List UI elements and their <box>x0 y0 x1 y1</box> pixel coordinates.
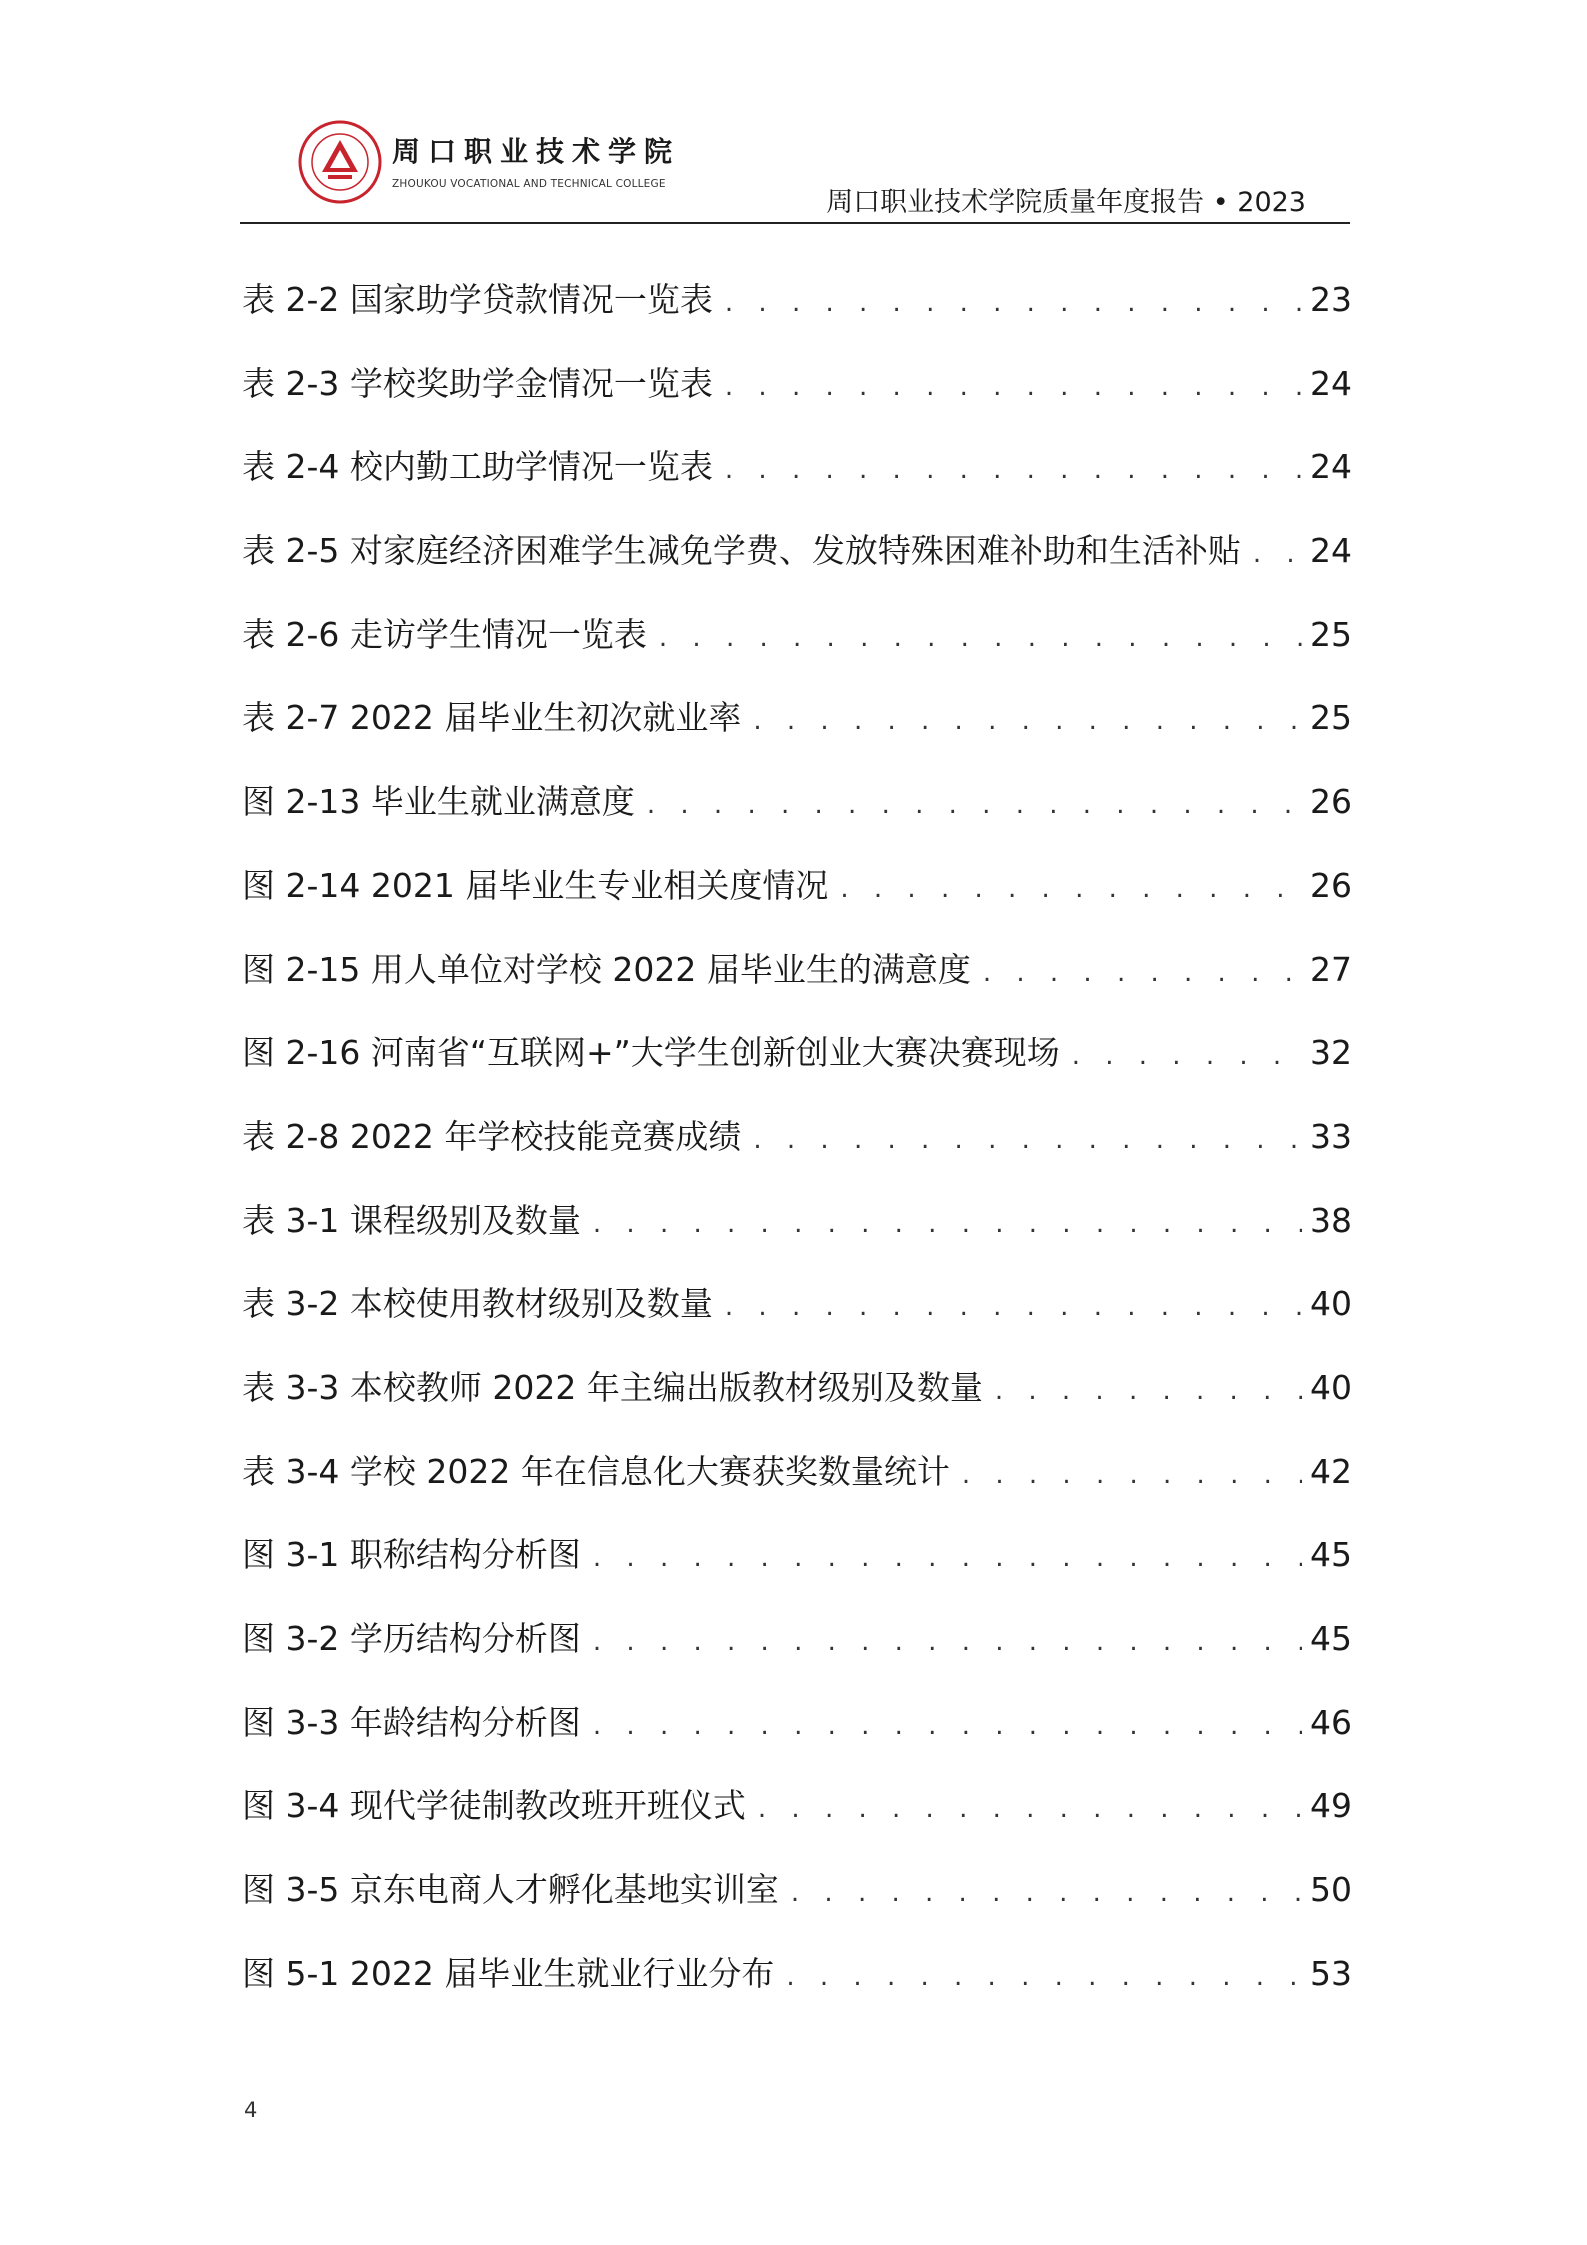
toc-dot-leader <box>725 262 1302 346</box>
toc-entry[interactable] <box>242 1011 1352 1095</box>
toc-dot-leader <box>983 932 1302 1016</box>
toc-entry-page: 45 <box>1310 1619 1352 1658</box>
toc-entry-label: 图 3-4 现代学徒制教改班开班仪式 <box>242 1786 746 1826</box>
toc-entry-label: 图 5-1 2022 届毕业生就业行业分布 <box>242 1953 775 1993</box>
toc-entry-page: 38 <box>1310 1200 1352 1240</box>
toc-entry-page: 25 <box>1310 698 1352 738</box>
toc-dot-leader <box>725 429 1302 513</box>
toc-entry[interactable] <box>242 676 1352 760</box>
toc-dot-leader <box>593 1183 1302 1267</box>
toc-entry-page: 42 <box>1310 1451 1352 1491</box>
toc-entry[interactable] <box>242 1513 1352 1597</box>
toc-dot-leader <box>1253 513 1302 597</box>
toc-entry[interactable] <box>242 342 1352 426</box>
page-number: 4 <box>244 2098 258 2122</box>
school-name-en: ZHOUKOU VOCATIONAL AND TECHNICAL COLLEGE <box>392 178 666 190</box>
toc-entry-label: 图 3-3 年龄结构分析图 <box>242 1702 581 1742</box>
toc-entry-label: 表 3-1 课程级别及数量 <box>242 1200 581 1240</box>
page-header <box>240 112 1350 224</box>
toc-entry[interactable] <box>242 844 1352 928</box>
report-title: 周口职业技术学院质量年度报告 • 2023 <box>826 187 1306 218</box>
toc-entry-page: 53 <box>1310 1953 1352 1993</box>
school-emblem-icon <box>298 120 382 204</box>
toc-entry-page: 40 <box>1310 1284 1352 1324</box>
toc-dot-leader <box>593 1601 1302 1685</box>
toc-dot-leader <box>791 1852 1302 1936</box>
toc-entry[interactable] <box>242 1430 1352 1514</box>
toc-entry-label: 表 2-8 2022 年学校技能竞赛成绩 <box>242 1116 742 1156</box>
toc-entry-page: 46 <box>1310 1702 1352 1742</box>
toc-entry-label: 表 2-3 学校奖助学金情况一览表 <box>242 363 713 403</box>
toc-entry-label: 表 2-6 走访学生情况一览表 <box>242 614 647 654</box>
toc-dot-leader <box>962 1434 1302 1518</box>
toc-entry[interactable] <box>242 1681 1352 1765</box>
toc-entry-label: 表 3-4 学校 2022 年在信息化大赛获奖数量统计 <box>242 1451 950 1491</box>
toc-entry[interactable] <box>242 509 1352 593</box>
toc-entry-page: 32 <box>1310 1033 1352 1073</box>
toc-entry[interactable] <box>242 593 1352 677</box>
toc-entry[interactable] <box>242 1095 1352 1179</box>
toc-dot-leader <box>758 1768 1302 1852</box>
toc-entry[interactable] <box>242 1262 1352 1346</box>
toc-dot-leader <box>593 1685 1302 1769</box>
toc-dot-leader <box>786 1936 1302 2020</box>
toc-entry-page: 24 <box>1310 531 1352 571</box>
toc-dot-leader <box>753 1099 1302 1183</box>
toc-entry-page: 40 <box>1310 1367 1352 1407</box>
toc-entry-label: 表 2-5 对家庭经济困难学生减免学费、发放特殊困难补助和生活补贴 <box>242 531 1241 571</box>
toc-dot-leader <box>725 346 1302 430</box>
toc-entry[interactable] <box>242 1764 1352 1848</box>
toc-entry[interactable] <box>242 1597 1352 1681</box>
toc-dot-leader <box>840 848 1302 932</box>
header-divider <box>240 222 1350 224</box>
toc-entry-label: 表 3-3 本校教师 2022 年主编出版教材级别及数量 <box>242 1367 983 1407</box>
toc-entry-page: 27 <box>1310 949 1352 989</box>
toc-entry-page: 50 <box>1310 1870 1352 1910</box>
toc-entry[interactable] <box>242 1932 1352 2016</box>
table-of-contents <box>242 258 1352 2015</box>
toc-entry[interactable] <box>242 928 1352 1012</box>
toc-dot-leader <box>647 764 1302 848</box>
toc-entry[interactable] <box>242 1346 1352 1430</box>
toc-entry-page: 24 <box>1310 447 1352 487</box>
toc-dot-leader <box>995 1350 1302 1434</box>
toc-entry-label: 图 2-15 用人单位对学校 2022 届毕业生的满意度 <box>242 949 971 989</box>
toc-entry-label: 图 3-2 学历结构分析图 <box>242 1619 581 1658</box>
toc-entry[interactable] <box>242 425 1352 509</box>
toc-dot-leader <box>659 597 1302 681</box>
toc-entry-label: 表 2-7 2022 届毕业生初次就业率 <box>242 698 742 738</box>
toc-entry[interactable] <box>242 1848 1352 1932</box>
toc-entry-label: 表 2-2 国家助学贷款情况一览表 <box>242 280 713 319</box>
toc-entry-label: 图 2-13 毕业生就业满意度 <box>242 782 635 822</box>
toc-entry-label: 图 2-14 2021 届毕业生专业相关度情况 <box>242 865 829 905</box>
toc-entry-label: 图 2-16 河南省“互联网+”大学生创新创业大赛决赛现场 <box>242 1033 1060 1073</box>
toc-entry-page: 25 <box>1310 614 1352 654</box>
toc-entry[interactable] <box>242 1179 1352 1263</box>
toc-entry-page: 49 <box>1310 1786 1352 1826</box>
toc-dot-leader <box>1072 1015 1302 1099</box>
toc-entry[interactable] <box>242 760 1352 844</box>
toc-entry-label: 图 3-1 职称结构分析图 <box>242 1535 581 1575</box>
toc-dot-leader <box>593 1517 1302 1601</box>
toc-entry-label: 图 3-5 京东电商人才孵化基地实训室 <box>242 1870 779 1910</box>
toc-entry-label: 表 3-2 本校使用教材级别及数量 <box>242 1284 713 1324</box>
toc-entry-page: 45 <box>1310 1535 1352 1575</box>
toc-entry-page: 26 <box>1310 865 1352 905</box>
toc-entry-page: 33 <box>1310 1116 1352 1156</box>
toc-dot-leader <box>753 680 1302 764</box>
toc-entry[interactable] <box>242 258 1352 342</box>
school-name-cn: 周口职业技术学院 <box>392 135 681 168</box>
toc-entry-page: 24 <box>1310 363 1352 403</box>
toc-entry-page: 26 <box>1310 782 1352 822</box>
toc-entry-label: 表 2-4 校内勤工助学情况一览表 <box>242 447 713 487</box>
toc-entry-page: 23 <box>1310 280 1352 319</box>
toc-dot-leader <box>725 1266 1302 1350</box>
